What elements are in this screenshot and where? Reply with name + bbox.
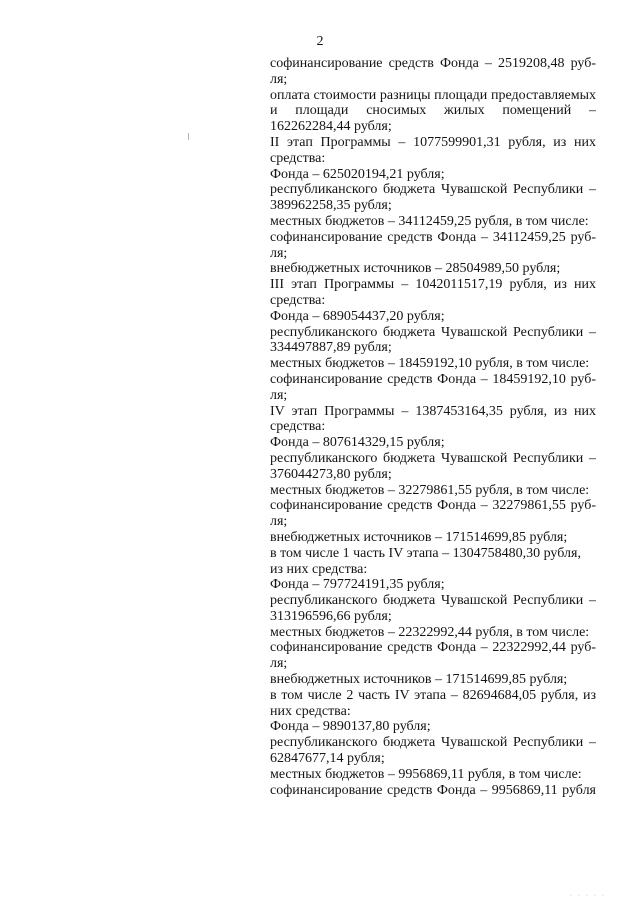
text-line: них средства: [270, 703, 351, 719]
text-line: софинансирование средств Фонда – 34112459,25 руб- [270, 229, 596, 245]
text-line: республиканского бюджета Чувашской Республики – [270, 182, 596, 198]
text-line: республиканского бюджета Чувашской Республики – [270, 324, 596, 340]
text-line: ля; [270, 656, 288, 672]
text-line: ля; [270, 71, 288, 87]
text-line: внебюджетных источников – 171514699,85 рубля; [270, 672, 568, 688]
text-line: II этап Программы – 1077599901,31 рубля, из них [270, 134, 596, 150]
text-line: 162262284,44 рубля; [270, 119, 392, 135]
text-line: софинансирование средств Фонда – 9956869,11 рубля [270, 782, 596, 798]
text-line: 62847677,14 рубля; [270, 751, 385, 767]
text-line: средства: [270, 419, 326, 435]
text-line: из них средства: [270, 561, 368, 577]
text-line: местных бюджетов – 32279861,55 рубля, в том числе: [270, 482, 590, 498]
margin-tick-mark [188, 133, 189, 140]
text-line: софинансирование средств Фонда – 2519208,48 руб- [270, 56, 596, 71]
text-line: местных бюджетов – 34112459,25 рубля, в том числе: [270, 213, 589, 229]
text-line: Фонда – 807614329,15 рубля; [270, 435, 445, 451]
text-line: внебюджетных источников – 171514699,85 рубля; [270, 529, 568, 545]
document-body-text [270, 56, 596, 798]
text-line: средства: [270, 292, 326, 308]
text-line: Фонда – 797724191,35 рубля; [270, 577, 445, 593]
text-line: средства: [270, 150, 326, 166]
text-line: 334497887,89 рубля; [270, 340, 392, 356]
text-line: в том числе 2 часть IV этапа – 82694684,05 рубля, из [270, 687, 596, 703]
text-line: внебюджетных источников – 28504989,50 рубля; [270, 261, 561, 277]
text-line: IV этап Программы – 1387453164,35 рубля, из них [270, 403, 596, 419]
text-line: III этап Программы – 1042011517,19 рубля, из них [270, 277, 596, 293]
text-line: республиканского бюджета Чувашской Республики – [270, 593, 596, 609]
text-line: Фонда – 689054437,20 рубля; [270, 308, 445, 324]
text-line: и площади сносимых жилых помещений – [270, 103, 596, 119]
text-line: 313196596,66 рубля; [270, 608, 392, 624]
text-line: оплата стоимости разницы площади предоставляемых [270, 87, 596, 103]
text-line: республиканского бюджета Чувашской Республики – [270, 735, 596, 751]
footer-scan-marks: ····· [570, 893, 610, 899]
text-line: ля; [270, 387, 288, 403]
text-line: ля; [270, 245, 288, 261]
text-line: софинансирование средств Фонда – 32279861,55 руб- [270, 498, 596, 514]
text-line: местных бюджетов – 9956869,11 рубля, в том числе: [270, 766, 582, 782]
text-line: в том числе 1 часть IV этапа – 1304758480,30 рубля, [270, 545, 581, 561]
text-line: Фонда – 9890137,80 рубля; [270, 719, 431, 735]
page-number: 2 [316, 34, 324, 49]
text-line: софинансирование средств Фонда – 18459192,10 руб- [270, 371, 596, 387]
text-line: 376044273,80 рубля; [270, 466, 392, 482]
text-line: софинансирование средств Фонда – 22322992,44 руб- [270, 640, 596, 656]
text-line: ля; [270, 514, 288, 530]
text-line: местных бюджетов – 18459192,10 рубля, в том числе: [270, 356, 590, 372]
text-line: республиканского бюджета Чувашской Республики – [270, 450, 596, 466]
text-line: 389962258,35 рубля; [270, 198, 392, 214]
text-line: местных бюджетов – 22322992,44 рубля, в том числе: [270, 624, 590, 640]
text-line: Фонда – 625020194,21 рубля; [270, 166, 445, 182]
